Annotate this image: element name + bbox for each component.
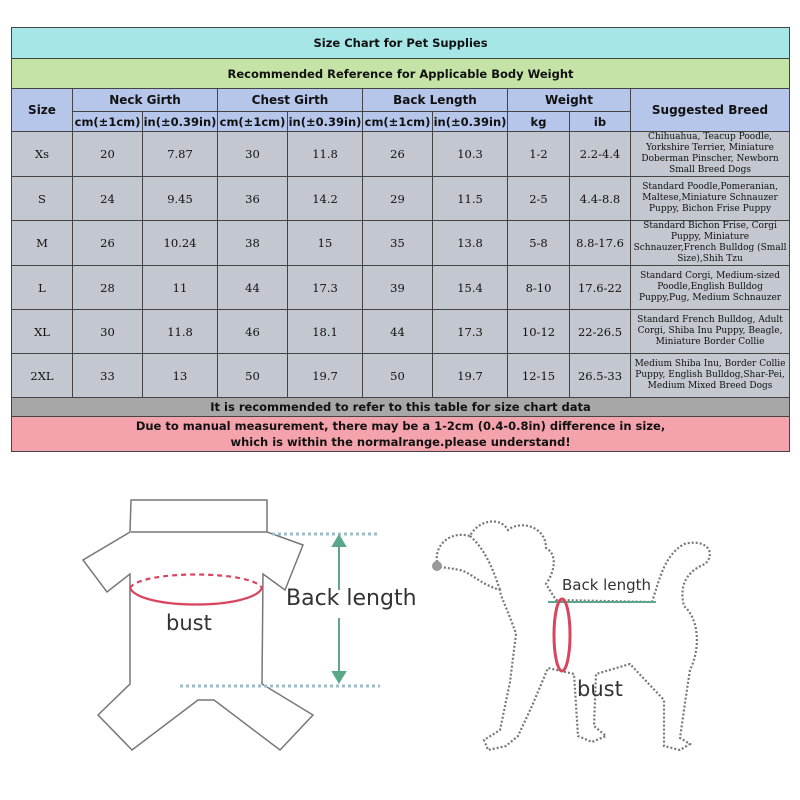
- breed-cell: Standard Corgi, Medium-sized Poodle,English Bulldog Puppy,Pug, Medium Schnauzer: [631, 266, 790, 310]
- back-in-cell: 15.4: [433, 266, 508, 310]
- neck-in-cell: 11.8: [143, 310, 218, 354]
- neck-in-cell: 7.87: [143, 132, 218, 177]
- dog-bust-ring: [554, 599, 570, 671]
- weight-kg-cell: 10-12: [508, 310, 570, 354]
- neck-cm-cell: 30: [73, 310, 143, 354]
- note-line-2: which is within the normalrange.please understand!: [230, 435, 571, 449]
- chart-title: Size Chart for Pet Supplies: [12, 28, 790, 59]
- neck-cm-cell: 20: [73, 132, 143, 177]
- weight-kg-cell: 8-10: [508, 266, 570, 310]
- measurement-diagram: [0, 460, 800, 800]
- breed-cell: Standard French Bulldog, Adult Corgi, Shiba Inu Puppy, Beagle, Miniature Border Collie: [631, 310, 790, 354]
- back-cm-cell: 29: [363, 177, 433, 221]
- chest-cm-cell: 44: [218, 266, 288, 310]
- weight-ib-cell: 2.2-4.4: [570, 132, 631, 177]
- weight-ib-cell: 17.6-22: [570, 266, 631, 310]
- shirt-bust-ellipse: [130, 575, 262, 605]
- header-chest-in: in(±0.39in): [288, 112, 363, 132]
- size-cell: XL: [12, 310, 73, 354]
- size-chart-table: [11, 27, 790, 452]
- weight-kg-cell: 12-15: [508, 354, 570, 398]
- back-in-cell: 11.5: [433, 177, 508, 221]
- header-back-length: Back Length: [363, 89, 508, 112]
- chart-subtitle: Recommended Reference for Applicable Body Weight: [12, 59, 790, 89]
- table-row: [12, 266, 790, 310]
- header-back-cm: cm(±1cm): [363, 112, 433, 132]
- table-row: [12, 132, 790, 177]
- breed-cell: Chihuahua, Teacup Poodle, Yorkshire Terrier, Miniature Doberman Pinscher, Newborn Small Breed Dogs: [631, 132, 790, 177]
- dog-nose: [432, 561, 442, 571]
- chest-in-cell: 17.3: [288, 266, 363, 310]
- table-row: [12, 310, 790, 354]
- back-cm-cell: 50: [363, 354, 433, 398]
- table-row: [12, 354, 790, 398]
- neck-cm-cell: 24: [73, 177, 143, 221]
- weight-ib-cell: 4.4-8.8: [570, 177, 631, 221]
- header-neck-cm: cm(±1cm): [73, 112, 143, 132]
- back-in-cell: 10.3: [433, 132, 508, 177]
- breed-cell: Standard Bichon Frise, Corgi Puppy, Miniature Schnauzer,French Bulldog (Small Size),Shih Tzu: [631, 221, 790, 266]
- chest-in-cell: 15: [288, 221, 363, 266]
- weight-ib-cell: 22-26.5: [570, 310, 631, 354]
- header-size: Size: [12, 89, 73, 132]
- weight-ib-cell: 26.5-33: [570, 354, 631, 398]
- neck-cm-cell: 26: [73, 221, 143, 266]
- chest-in-cell: 18.1: [288, 310, 363, 354]
- back-in-cell: 17.3: [433, 310, 508, 354]
- weight-kg-cell: 1-2: [508, 132, 570, 177]
- neck-in-cell: 10.24: [143, 221, 218, 266]
- header-neck-in: in(±0.39in): [143, 112, 218, 132]
- chest-in-cell: 11.8: [288, 132, 363, 177]
- chest-cm-cell: 46: [218, 310, 288, 354]
- breed-cell: Medium Shiba Inu, Border Collie Puppy, English Bulldog,Shar-Pei, Medium Mixed Breed Dogs: [631, 354, 790, 398]
- header-neck-girth: Neck Girth: [73, 89, 218, 112]
- neck-cm-cell: 28: [73, 266, 143, 310]
- measurement-note: [12, 417, 790, 452]
- chest-in-cell: 14.2: [288, 177, 363, 221]
- header-chest-cm: cm(±1cm): [218, 112, 288, 132]
- neck-in-cell: 13: [143, 354, 218, 398]
- size-cell: M: [12, 221, 73, 266]
- table-row: [12, 177, 790, 221]
- breed-cell: Standard Poodle,Pomeranian, Maltese,Miniature Schnauzer Puppy, Bichon Frise Puppy: [631, 177, 790, 221]
- back-cm-cell: 26: [363, 132, 433, 177]
- dog-back-length-label: Back length: [562, 576, 651, 594]
- header-weight-kg: kg: [508, 112, 570, 132]
- table-row: [12, 221, 790, 266]
- chest-in-cell: 19.7: [288, 354, 363, 398]
- header-weight: Weight: [508, 89, 631, 112]
- header-suggested-breed: Suggested Breed: [631, 89, 790, 132]
- size-cell: S: [12, 177, 73, 221]
- back-cm-cell: 35: [363, 221, 433, 266]
- shirt-back-length-label: Back length: [286, 586, 417, 611]
- header-back-in: in(±0.39in): [433, 112, 508, 132]
- back-in-cell: 13.8: [433, 221, 508, 266]
- measurement-illustration: [0, 460, 800, 800]
- neck-in-cell: 11: [143, 266, 218, 310]
- neck-in-cell: 9.45: [143, 177, 218, 221]
- back-in-cell: 19.7: [433, 354, 508, 398]
- back-cm-cell: 44: [363, 310, 433, 354]
- size-cell: L: [12, 266, 73, 310]
- chest-cm-cell: 38: [218, 221, 288, 266]
- weight-kg-cell: 2-5: [508, 177, 570, 221]
- chest-cm-cell: 36: [218, 177, 288, 221]
- chest-cm-cell: 50: [218, 354, 288, 398]
- dog-outline: [437, 521, 710, 750]
- header-weight-ib: ib: [570, 112, 631, 132]
- neck-cm-cell: 33: [73, 354, 143, 398]
- recommend-banner: It is recommended to refer to this table for size chart data: [12, 398, 790, 417]
- chest-cm-cell: 30: [218, 132, 288, 177]
- note-line-1: Due to manual measurement, there may be a 1-2cm (0.4-0.8in) difference in size,: [135, 419, 666, 433]
- size-cell: 2XL: [12, 354, 73, 398]
- size-cell: Xs: [12, 132, 73, 177]
- shirt-bust-label: bust: [166, 611, 212, 635]
- weight-ib-cell: 8.8-17.6: [570, 221, 631, 266]
- weight-kg-cell: 5-8: [508, 221, 570, 266]
- dog-bust-label: bust: [577, 677, 623, 701]
- back-cm-cell: 39: [363, 266, 433, 310]
- header-chest-girth: Chest Girth: [218, 89, 363, 112]
